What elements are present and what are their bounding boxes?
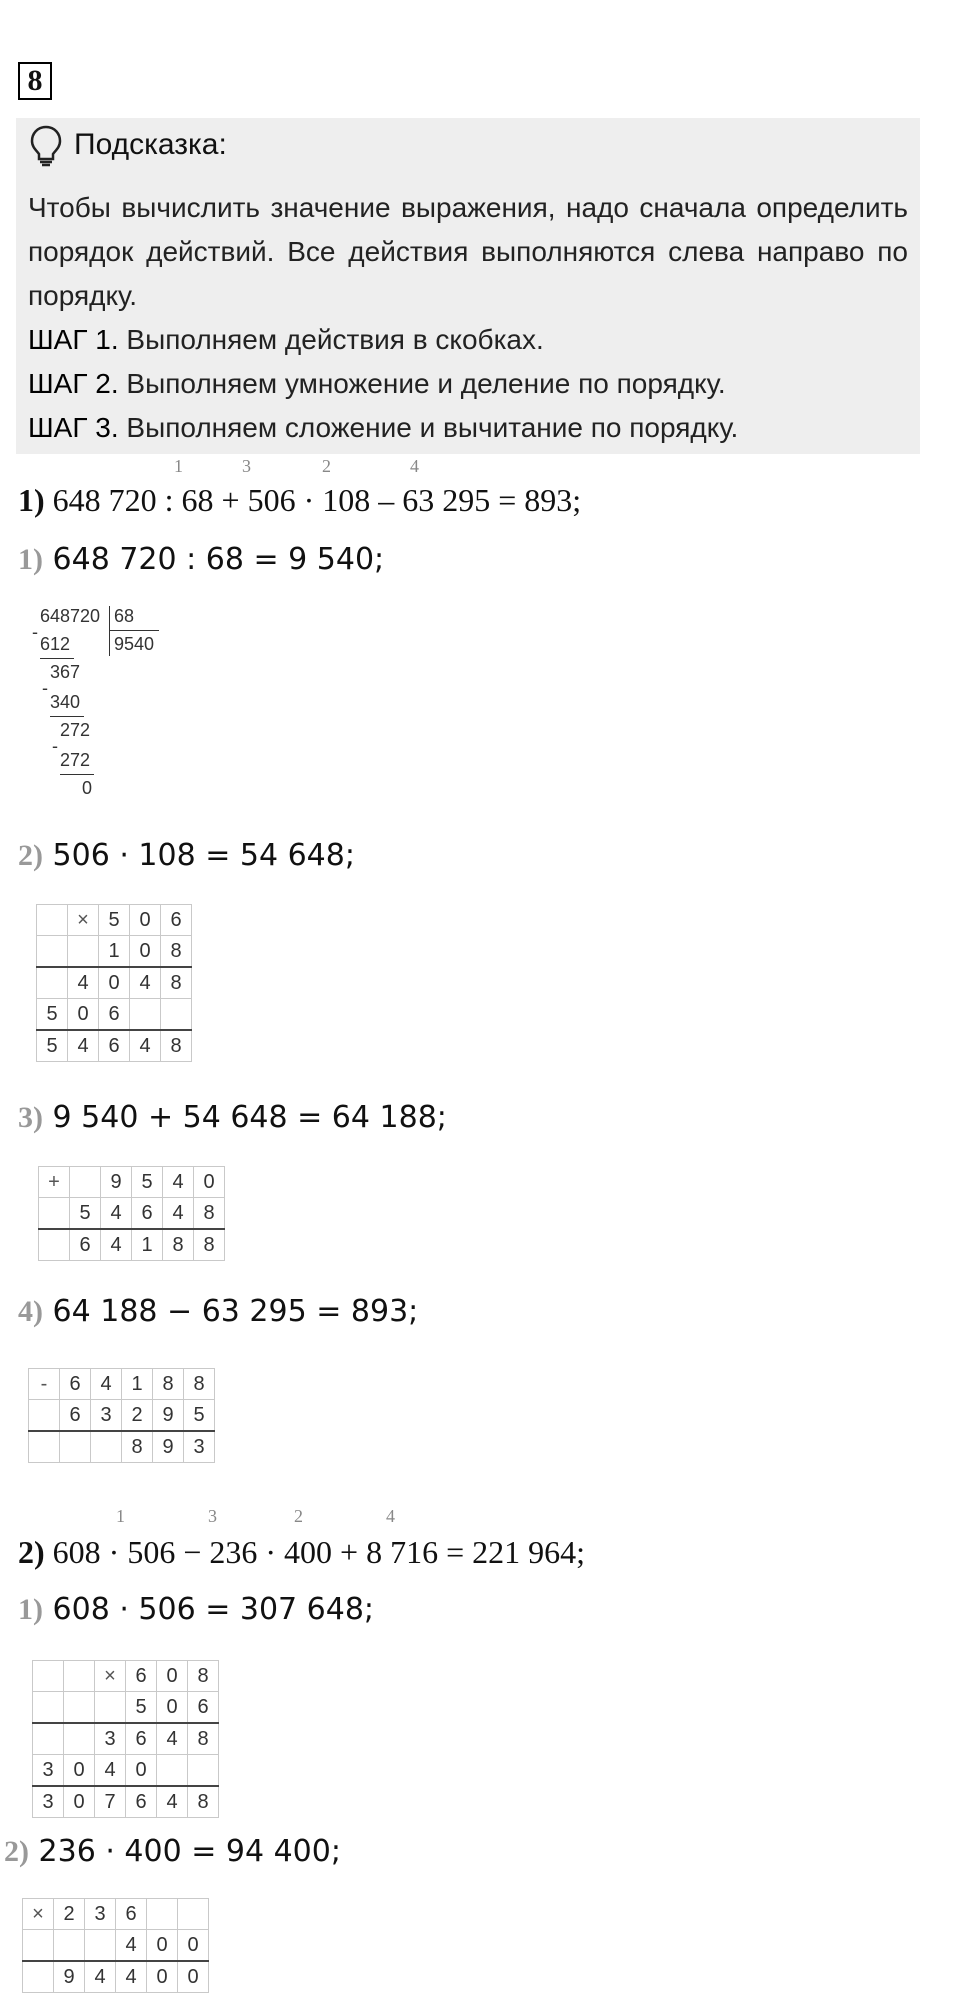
grid-cell: 5 <box>126 1692 157 1724</box>
grid-cell: 0 <box>130 905 161 936</box>
grid-cell <box>147 1899 178 1930</box>
grid-cell <box>39 1198 70 1230</box>
grid-row <box>29 1400 215 1432</box>
grid-cell: 1 <box>99 936 130 968</box>
order-marker: 3 <box>208 1506 217 1526</box>
grid-cell: 6 <box>60 1400 91 1432</box>
divisor-line <box>109 630 159 631</box>
grid-cell: 3 <box>85 1899 116 1930</box>
grid-cell <box>95 1692 126 1724</box>
grid-row <box>37 1030 192 1062</box>
multiplication-grid-3 <box>22 1898 209 1993</box>
step-number: 1) <box>18 1593 43 1626</box>
grid-cell: 2 <box>122 1400 153 1432</box>
grid-cell: 4 <box>85 1961 116 1993</box>
step-text: 9 540 + 54 648 = 64 188; <box>43 1100 447 1135</box>
grid-cell: 4 <box>157 1723 188 1755</box>
expression-label: 1) <box>18 482 45 518</box>
grid-cell: 6 <box>132 1198 163 1230</box>
grid-cell <box>68 936 99 968</box>
grid-cell: 6 <box>99 999 130 1031</box>
division-line: 272 <box>60 750 91 770</box>
order-marker: 4 <box>410 456 419 476</box>
grid-cell: 5 <box>132 1167 163 1198</box>
grid-cell: 6 <box>126 1661 157 1692</box>
grid-cell: 6 <box>126 1786 157 1818</box>
minus-sign: - <box>42 678 48 698</box>
grid-cell: 3 <box>91 1400 122 1432</box>
underline <box>40 658 74 659</box>
grid-cell <box>33 1723 64 1755</box>
step-text: Выполняем умножение и деление по порядку. <box>118 368 726 399</box>
step-label: ШАГ 2. <box>28 368 119 399</box>
grid-cell <box>33 1692 64 1724</box>
grid-cell: 1 <box>132 1229 163 1261</box>
step-number: 3) <box>18 1101 43 1134</box>
grid-cell: 3 <box>33 1755 64 1787</box>
grid-row <box>23 1961 209 1993</box>
grid-row <box>33 1786 219 1818</box>
addition-grid <box>38 1166 225 1261</box>
division-line: 367 <box>50 662 81 682</box>
grid-cell <box>33 1661 64 1692</box>
grid-cell: 0 <box>178 1930 209 1962</box>
step-number: 1) <box>18 543 43 576</box>
grid-cell: 4 <box>130 967 161 999</box>
hint-step-2 <box>28 368 726 400</box>
underline <box>60 774 94 775</box>
grid-cell: 8 <box>188 1661 219 1692</box>
grid-cell: 4 <box>101 1198 132 1230</box>
grid-cell: 0 <box>147 1961 178 1993</box>
order-marker: 2 <box>322 456 331 476</box>
grid-cell: - <box>29 1369 60 1400</box>
grid-row <box>39 1229 225 1261</box>
grid-cell: × <box>95 1661 126 1692</box>
expression-1 <box>18 482 581 519</box>
grid-cell: 5 <box>37 999 68 1031</box>
grid-cell: 8 <box>161 967 192 999</box>
hint-intro: Чтобы вычислить значение выражения, надо сначала определить порядок действий. Все действия выполняются слева направо по порядку. <box>28 192 908 311</box>
dividend: 648720 <box>40 606 101 626</box>
grid-cell: 0 <box>126 1755 157 1787</box>
grid-cell: 9 <box>153 1431 184 1463</box>
long-division <box>28 606 168 806</box>
grid-row <box>23 1899 209 1930</box>
order-marker: 4 <box>386 1506 395 1526</box>
grid-cell: 8 <box>122 1431 153 1463</box>
grid-cell: 4 <box>163 1198 194 1230</box>
ex1-step-2 <box>18 838 355 873</box>
grid-cell: 6 <box>116 1899 147 1930</box>
grid-cell <box>130 999 161 1031</box>
grid-cell: 6 <box>60 1369 91 1400</box>
grid-cell: 5 <box>184 1400 215 1432</box>
grid-cell: 4 <box>157 1786 188 1818</box>
grid-cell <box>64 1723 95 1755</box>
grid-cell <box>23 1930 54 1962</box>
order-marker: 3 <box>242 456 251 476</box>
grid-row <box>33 1661 219 1692</box>
expression-text: 608 · 506 − 236 · 400 + 8 716 = 221 964; <box>44 1534 585 1570</box>
expression-label: 2) <box>18 1534 45 1570</box>
divisor: 68 <box>114 606 135 626</box>
ex2-step-1 <box>18 1592 374 1627</box>
step-text: 608 · 506 = 307 648; <box>43 1592 375 1627</box>
grid-cell: 0 <box>99 967 130 999</box>
order-marker: 2 <box>294 1506 303 1526</box>
grid-row <box>39 1167 225 1198</box>
grid-cell: 0 <box>64 1755 95 1787</box>
grid-cell: 8 <box>153 1369 184 1400</box>
grid-cell <box>70 1167 101 1198</box>
grid-cell: 0 <box>147 1930 178 1962</box>
grid-cell: 5 <box>70 1198 101 1230</box>
underline <box>50 716 84 717</box>
grid-cell: 8 <box>184 1369 215 1400</box>
grid-row <box>33 1723 219 1755</box>
ex1-step-4 <box>18 1294 418 1329</box>
expression-text: 648 720 : 68 + 506 · 108 – 63 295 = 893; <box>44 482 582 518</box>
grid-cell <box>60 1431 91 1463</box>
grid-row <box>37 936 192 968</box>
grid-cell: 8 <box>188 1786 219 1818</box>
step-text: 236 · 400 = 94 400; <box>29 1834 341 1869</box>
grid-cell: 4 <box>68 1030 99 1062</box>
hint-title: Подсказка: <box>74 128 227 161</box>
grid-cell: 4 <box>95 1755 126 1787</box>
division-line: 612 <box>40 634 71 654</box>
grid-cell: 8 <box>188 1723 219 1755</box>
grid-cell <box>161 999 192 1031</box>
grid-row <box>37 905 192 936</box>
step-text: 506 · 108 = 54 648; <box>43 838 355 873</box>
division-line: 340 <box>50 692 81 712</box>
grid-row <box>29 1431 215 1463</box>
grid-row <box>37 999 192 1031</box>
grid-cell: 9 <box>54 1961 85 1993</box>
quotient: 9540 <box>114 634 155 654</box>
ex2-step-2 <box>4 1834 341 1869</box>
grid-cell: 1 <box>122 1369 153 1400</box>
grid-cell <box>188 1755 219 1787</box>
grid-cell: 3 <box>95 1723 126 1755</box>
division-line: 272 <box>60 720 91 740</box>
step-text: Выполняем сложение и вычитание по порядку. <box>118 412 739 443</box>
grid-cell <box>29 1400 60 1432</box>
grid-cell <box>178 1899 209 1930</box>
order-marker: 1 <box>116 1506 125 1526</box>
hint-step-1 <box>28 324 544 356</box>
grid-row <box>39 1198 225 1230</box>
grid-cell: × <box>68 905 99 936</box>
grid-cell: 0 <box>64 1786 95 1818</box>
grid-cell <box>29 1431 60 1463</box>
grid-row <box>37 967 192 999</box>
multiplication-grid-2 <box>32 1660 219 1818</box>
grid-cell <box>37 967 68 999</box>
ex1-step-1 <box>18 542 384 577</box>
grid-cell: 4 <box>116 1961 147 1993</box>
grid-cell: 0 <box>157 1692 188 1724</box>
grid-cell: 8 <box>161 1030 192 1062</box>
grid-cell <box>91 1431 122 1463</box>
minus-sign: - <box>52 736 58 756</box>
grid-row <box>33 1755 219 1787</box>
subtraction-grid <box>28 1368 215 1463</box>
grid-cell: 0 <box>194 1167 225 1198</box>
grid-cell: 5 <box>99 905 130 936</box>
grid-cell: 8 <box>161 936 192 968</box>
grid-cell: 8 <box>163 1229 194 1261</box>
step-number: 4) <box>18 1295 43 1328</box>
step-label: ШАГ 3. <box>28 412 119 443</box>
grid-cell: 0 <box>178 1961 209 1993</box>
grid-cell: 6 <box>126 1723 157 1755</box>
grid-cell: 8 <box>194 1229 225 1261</box>
grid-cell: 3 <box>184 1431 215 1463</box>
grid-cell: 0 <box>68 999 99 1031</box>
grid-cell: 4 <box>130 1030 161 1062</box>
grid-row <box>33 1692 219 1724</box>
minus-sign: - <box>32 622 38 642</box>
grid-cell: 4 <box>101 1229 132 1261</box>
grid-cell: × <box>23 1899 54 1930</box>
grid-cell: 6 <box>99 1030 130 1062</box>
grid-cell: 4 <box>91 1369 122 1400</box>
grid-cell: 8 <box>194 1198 225 1230</box>
division-line: 0 <box>82 778 93 798</box>
grid-row <box>23 1930 209 1962</box>
ex1-step-3 <box>18 1100 447 1135</box>
step-text: Выполняем действия в скобках. <box>118 324 544 355</box>
grid-cell: 7 <box>95 1786 126 1818</box>
grid-row <box>29 1369 215 1400</box>
grid-cell: 9 <box>153 1400 184 1432</box>
grid-cell: 4 <box>116 1930 147 1962</box>
grid-cell <box>37 936 68 968</box>
grid-cell <box>64 1661 95 1692</box>
step-label: ШАГ 1. <box>28 324 119 355</box>
grid-cell: 6 <box>70 1229 101 1261</box>
lightbulb-icon <box>28 124 64 168</box>
grid-cell: 5 <box>37 1030 68 1062</box>
grid-cell: 6 <box>188 1692 219 1724</box>
grid-cell <box>157 1755 188 1787</box>
order-marker: 1 <box>174 456 183 476</box>
division-bar <box>109 606 110 656</box>
expression-2 <box>18 1534 585 1571</box>
grid-cell <box>85 1930 116 1962</box>
grid-cell: 4 <box>68 967 99 999</box>
grid-cell <box>64 1692 95 1724</box>
multiplication-grid-1 <box>36 904 192 1062</box>
step-text: 64 188 − 63 295 = 893; <box>43 1294 419 1329</box>
grid-cell: 0 <box>157 1661 188 1692</box>
grid-cell: 0 <box>130 936 161 968</box>
grid-cell <box>23 1961 54 1993</box>
step-text: 648 720 : 68 = 9 540; <box>43 542 385 577</box>
task-number: 8 <box>18 62 52 100</box>
grid-cell <box>39 1229 70 1261</box>
grid-cell <box>37 905 68 936</box>
grid-cell: 6 <box>161 905 192 936</box>
grid-cell: 2 <box>54 1899 85 1930</box>
grid-cell: 9 <box>101 1167 132 1198</box>
grid-cell: 4 <box>163 1167 194 1198</box>
hint-step-3 <box>28 412 738 444</box>
grid-cell: 3 <box>33 1786 64 1818</box>
grid-cell: + <box>39 1167 70 1198</box>
grid-cell <box>54 1930 85 1962</box>
step-number: 2) <box>4 1835 29 1868</box>
step-number: 2) <box>18 839 43 872</box>
